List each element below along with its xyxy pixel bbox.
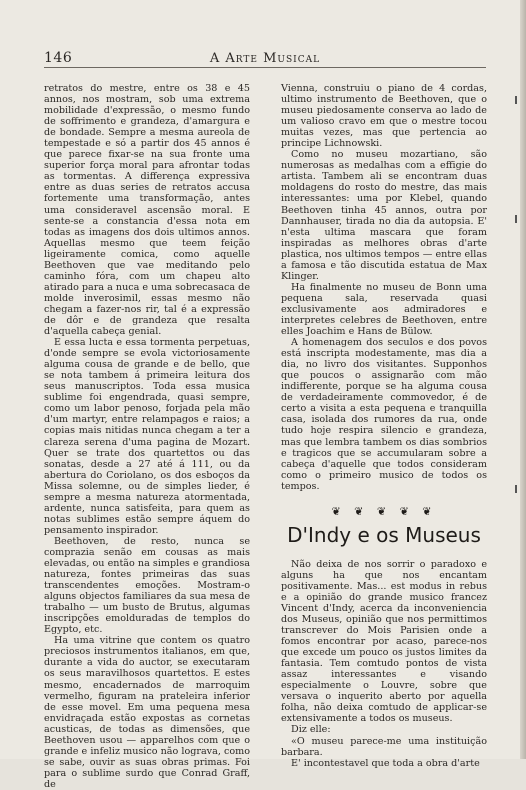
right-column xyxy=(281,83,487,769)
paragraph: «O museu parece-me uma instituição barbara. xyxy=(281,735,487,758)
page-header xyxy=(44,50,486,68)
paragraph: Como no museu mozartiano, são numerosas as medalhas com a effigie do artista. Tambem ali se encontram duas moldagens do rosto do mestre, das mais interessantes: uma por Klebel, quando Beethoven tinha 45 annos, outra por Dannhauser, tirada no dia da autopsia. E' n'esta ultima mascara que foram inspiradas as melhores obras d'arte plastica, nos ultimos tempos — entre ellas a famosa e tão discutida estatua de Max Klinger. xyxy=(281,149,487,282)
article-title: D'Indy e os Museus xyxy=(287,522,481,547)
paragraph: retratos do mestre, entre os 38 e 45 annos, nos mostram, sob uma extrema mobilidade d'expressão, o mesmo fundo de soffrimento e grandeza, d'amargura e de bondade. Sempre a mesma aureola de tempestade e só a partir dos 45 annos é que parece fixar-se na sua fronte uma superior força moral para afrontar todas as tormentas. A differença expressiva entre as duas series de retratos accusa fortemente uma transformação, antes uma consideravel ascensão moral. E sente-se a constancia d'essa nota em todas as imagens dos dois ultimos annos. Aquellas mesmo que teem feição ligeiramente comica, como aquelle Beethoven que vae meditando pelo caminho fóra, com um chapeu alto atirado para a nuca e uma sobrecasaca de molde inverosimil, essas mesmo não chegam a fazer-nos rir, tal é a expressão de dôr e de grandeza que resalta d'aquella cabeça genial. xyxy=(44,83,250,338)
paragraph: Vienna, construiu o piano de 4 cordas, ultimo instrumento de Beethoven, que o museu piedosamente conserva ao lado de um valioso cravo em que o mestre tocou muitas vezes, mas que pertencia ao principe Lichnowski. xyxy=(281,83,487,150)
section-ornaments: ❦ ❦ ❦ ❦ ❦ xyxy=(331,504,437,518)
page-number: 146 xyxy=(44,50,73,66)
paragraph: Ha finalmente no museu de Bonn uma pequena sala, reservada quasi exclusivamente aos admiradores e interpretes celebres de Beethoven, entre elles Joachim e Hans de Bülow. xyxy=(281,281,487,338)
paragraph: Beethoven, de resto, nunca se comprazia senão em cousas as mais elevadas, ou então na simples e grandiosa natureza, fontes primeiras das suas transcendentes emoções. Mostram-o alguns objectos familiares da sua mesa de trabalho — um busto de Brutus, algumas inscripções emolduradas de templos do Egypto, etc. xyxy=(44,535,250,636)
paragraph: Não deixa de nos sorrir o paradoxo e alguns ha que nos encantam positivamente. Mas... est modus in rebus e a opinião do grande musico francez Vincent d'Indy, acerca da inconveniencia dos Museus, opinião que nos permittimos transcrever do Mois Parisien onde a fomos encontrar por acaso, parece-nos que excede um pouco os justos limites da fantasia. Tem comtudo pontos de vista assaz interessantes e visando especialmente o Louvre, sobre que versava o inquerito aberto por aquella folha, não deixa comtudo de applicar-se extensivamente a todos os museus. xyxy=(281,558,487,725)
paragraph: Ha uma vitrine que contem os quatro preciosos instrumentos italianos, em que, durante a vida do auctor, se executaram os seus maravilhosos quartettos. E estes mesmo, encadernados de marroquim vermelho, figuram na prateleira inferior de esse movel. Em uma pequena mesa envidraçada estão expostas as cornetas acusticas, de todas as dimensões, que Beethoven usou — apparelhos com que o grande e infeliz musico não lograva, como se sabe, ouvir as suas obras primas. Foi para o sublime surdo que Conrad Graff, de xyxy=(44,635,250,790)
paragraph: E' incontestavel que toda a obra d'arte xyxy=(291,757,480,769)
paragraph: E essa lucta e essa tormenta perpetuas, d'onde sempre se evola victoriosamente alguma cousa de grande e de bello, que se nota tambem á primeira leitura dos seus manuscriptos. Toda essa musica sublime foi engendrada, quasi sempre, como um labor penoso, forjada pela mão d'um martyr, entre relampagos e raios; a copias mais nitidas nunca chegam a ter a clareza serena d'uma pagina de Mozart. Quer se trate dos quartettos ou das sonatas, desde a 27 até á 111, ou da abertura do Coriolano, os dos esboços da Missa solemne, ou de simples lieder, é sempre a mesma natureza atormentada, ardente, nunca satisfeita, para quem as notas sublimes estão sempre áquem do pensamento inspirador. xyxy=(44,337,250,536)
left-column xyxy=(44,83,250,790)
running-title: A Arte Musical xyxy=(209,51,321,66)
header-rule xyxy=(44,67,486,68)
margin-mark xyxy=(515,215,517,223)
paragraph: Diz elle: xyxy=(291,724,331,736)
margin-mark xyxy=(515,96,517,104)
paragraph: A homenagem dos seculos e dos povos está inscripta modestamente, mas dia a dia, no livro dos visitantes. Supponhos que poucos o assignarão com mão indifferente, porque se ha alguma cousa de verdadeiramente commovedor, é de certo a visita a esta pequena e tranquilla casa, isolada dos rumores da rua, onde tudo hoje respira silencio e grandeza, mas que lembra tambem os dias sombrios e tragicos que se accumularam sobre a cabeça d'aquelle que todos consideram como o primeiro musico de todos os tempos. xyxy=(281,337,487,492)
margin-mark xyxy=(515,485,517,493)
page-edge xyxy=(520,0,526,759)
